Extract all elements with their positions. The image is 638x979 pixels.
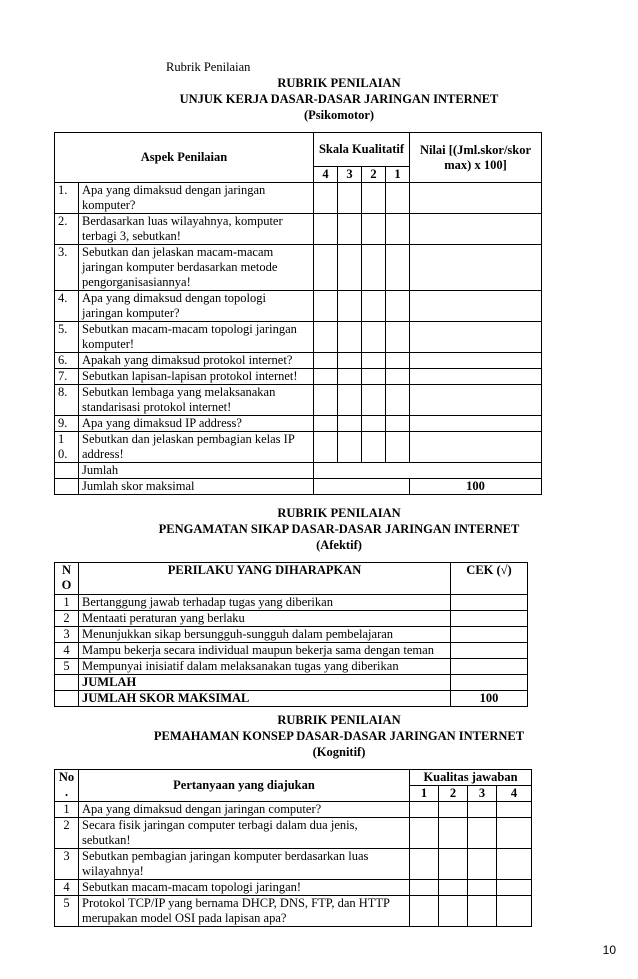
row-question: Sebutkan macam-macam topologi jaringan! [79,880,410,896]
table-row [55,818,532,849]
score-cell [338,214,362,245]
nilai-cell [410,385,542,416]
row-number: 5 [55,659,79,675]
table-row [55,802,532,818]
score-cell [338,183,362,214]
row-number: 8. [55,385,79,416]
score-cell [386,183,410,214]
scale-1: 1 [386,167,410,183]
nilai-cell [410,291,542,322]
afektif-title-line2: PENGAMATAN SIKAP DASAR-DASAR JARINGAN INTERNET [158,522,520,536]
row-number: 2. [55,214,79,245]
scale-2: 2 [362,167,386,183]
score-cell [439,896,468,927]
row-number: 3 [55,627,79,643]
score-cell [468,818,497,849]
table-row [55,896,532,927]
row-number: 5. [55,322,79,353]
score-cell [314,369,338,385]
score-cell [386,432,410,463]
nilai-cell [410,183,542,214]
table-row [55,322,542,353]
cek-cell [451,611,528,627]
scale-1: 1 [410,786,439,802]
kognitif-table [54,769,532,927]
afektif-title-line1: RUBRIK PENILAIAN [277,506,401,520]
row-number: 3. [55,245,79,291]
row-behavior: Menunjukkan sikap bersungguh-sungguh dalam pembelajaran [79,627,451,643]
score-cell [338,385,362,416]
kognitif-title-line3: (Kognitif) [312,745,366,759]
psikomotor-title [0,75,638,123]
no-header: No . [55,770,79,802]
row-number: 2 [55,611,79,627]
score-cell [314,385,338,416]
score-cell [314,432,338,463]
row-question: Apakah yang dimaksud protokol internet? [79,353,314,369]
score-cell [410,849,439,880]
empty-cell [55,479,79,495]
row-behavior: Bertanggung jawab terhadap tugas yang diberikan [79,595,451,611]
row-question: Sebutkan lembaga yang melaksanakan standarisasi protokol internet! [79,385,314,416]
score-cell [314,245,338,291]
score-cell [410,802,439,818]
score-cell [362,183,386,214]
score-cell [314,322,338,353]
score-cell [338,416,362,432]
score-cell [386,369,410,385]
score-cell [468,880,497,896]
table-row [55,849,532,880]
score-cell [362,245,386,291]
aspek-header: Aspek Penilaian [55,133,314,183]
kognitif-title-line2: PEMAHAMAN KONSEP DASAR-DASAR JARINGAN INTERNET [153,729,525,743]
table-row [55,611,528,627]
score-cell [439,880,468,896]
score-cell [497,818,532,849]
nilai-cell [410,214,542,245]
table-row [55,369,542,385]
nilai-cell [410,245,542,291]
score-cell [386,416,410,432]
scale-4: 4 [314,167,338,183]
kognitif-title-line1: RUBRIK PENILAIAN [277,713,401,727]
score-cell [468,802,497,818]
jumlah-max-value: 100 [410,479,542,495]
score-cell [410,818,439,849]
score-cell [386,214,410,245]
row-question: Sebutkan macam-macam topologi jaringan komputer! [79,322,314,353]
row-number: 7. [55,369,79,385]
cek-cell [451,595,528,611]
psikomotor-title-line2: UNJUK KERJA DASAR-DASAR JARINGAN INTERNET [179,92,499,106]
score-cell [338,432,362,463]
table-row [55,432,542,463]
row-question: Apa yang dimaksud dengan jaringan computer? [79,802,410,818]
afektif-table [54,562,528,707]
score-cell [338,353,362,369]
score-cell [314,183,338,214]
row-question: Protokol TCP/IP yang bernama DHCP, DNS, FTP, dan HTTP merupakan model OSI pada lapisan apa? [79,896,410,927]
cek-cell [451,643,528,659]
no-header: N O [55,563,79,595]
table-row [55,643,528,659]
nilai-cell [410,369,542,385]
row-number: 4 [55,880,79,896]
row-number: 5 [55,896,79,927]
score-cell [439,849,468,880]
kognitif-title [0,712,638,760]
score-cell [386,353,410,369]
psikomotor-title-line1: RUBRIK PENILAIAN [277,76,401,90]
score-cell [439,818,468,849]
afektif-title [0,505,638,553]
nilai-cell [410,432,542,463]
score-cell [362,385,386,416]
score-cell [410,880,439,896]
nilai-cell [410,416,542,432]
score-cell [468,896,497,927]
jumlah-max-value: 100 [451,691,528,707]
row-behavior: Mempunyai inisiatif dalam melaksanakan tugas yang diberikan [79,659,451,675]
row-question: Apa yang dimaksud dengan jaringan komputer? [79,183,314,214]
score-cell [362,322,386,353]
score-cell [362,432,386,463]
cek-cell [451,659,528,675]
score-cell [386,291,410,322]
table-row [55,245,542,291]
row-number: 1 [55,802,79,818]
score-cell [338,322,362,353]
score-cell [314,291,338,322]
scale-4: 4 [497,786,532,802]
row-question: Berdasarkan luas wilayahnya, komputer terbagi 3, sebutkan! [79,214,314,245]
pertanyaan-header: Pertanyaan yang diajukan [79,770,410,802]
empty-cell [314,479,410,495]
row-number: 9. [55,416,79,432]
row-number: 2 [55,818,79,849]
scale-2: 2 [439,786,468,802]
score-cell [497,802,532,818]
empty-cell [55,691,79,707]
scale-3: 3 [468,786,497,802]
score-cell [497,849,532,880]
table-row [55,353,542,369]
afektif-title-line3: (Afektif) [316,538,362,552]
score-cell [497,880,532,896]
score-cell [362,353,386,369]
table-row [55,385,542,416]
skala-header: Skala Kualitatif [314,133,410,167]
jumlah-label: JUMLAH [79,675,451,691]
score-cell [338,245,362,291]
perilaku-header: PERILAKU YANG DIHARAPKAN [79,563,451,595]
kualitas-header: Kualitas jawaban [410,770,532,786]
nilai-cell [410,322,542,353]
row-question: Apa yang dimaksud dengan topologi jaringan komputer? [79,291,314,322]
row-question: Apa yang dimaksud IP address? [79,416,314,432]
row-question: Secara fisik jaringan computer terbagi dalam dua jenis, sebutkan! [79,818,410,849]
table-row [55,627,528,643]
nilai-header: Nilai [(Jml.skor/skor max) x 100] [410,133,542,183]
score-cell [338,369,362,385]
score-cell [362,214,386,245]
score-cell [314,353,338,369]
page-number: 10 [602,943,616,957]
score-cell [338,291,362,322]
cek-header: CEK (√) [451,563,528,595]
table-row [55,291,542,322]
row-number: 4. [55,291,79,322]
jumlah-value [451,675,528,691]
jumlah-max-label: Jumlah skor maksimal [79,479,314,495]
row-number: 1. [55,183,79,214]
empty-cell [55,675,79,691]
row-behavior: Mampu bekerja secara individual maupun bekerja sama dengan teman [79,643,451,659]
nilai-cell [410,353,542,369]
table-row [55,416,542,432]
row-question: Sebutkan pembagian jaringan komputer berdasarkan luas wilayahnya! [79,849,410,880]
jumlah-max-label: JUMLAH SKOR MAKSIMAL [79,691,451,707]
score-cell [314,214,338,245]
score-cell [410,896,439,927]
jumlah-value [314,463,542,479]
score-cell [439,802,468,818]
row-question: Sebutkan dan jelaskan macam-macam jaringan komputer berdasarkan metode pengorganisasiannya! [79,245,314,291]
table-row [55,880,532,896]
scale-3: 3 [338,167,362,183]
row-number: 1 [55,595,79,611]
score-cell [497,896,532,927]
table-row [55,183,542,214]
empty-cell [55,463,79,479]
row-number: 4 [55,643,79,659]
row-number: 1 0. [55,432,79,463]
score-cell [386,385,410,416]
score-cell [362,369,386,385]
score-cell [386,322,410,353]
psikomotor-table [54,132,542,495]
score-cell [468,849,497,880]
table-row [55,659,528,675]
score-cell [362,416,386,432]
row-question: Sebutkan lapisan-lapisan protokol internet! [79,369,314,385]
row-question: Sebutkan dan jelaskan pembagian kelas IP address! [79,432,314,463]
row-number: 6. [55,353,79,369]
intro-label: Rubrik Penilaian [166,60,251,74]
score-cell [386,245,410,291]
score-cell [362,291,386,322]
row-behavior: Mentaati peraturan yang berlaku [79,611,451,627]
table-row [55,214,542,245]
table-row [55,595,528,611]
score-cell [314,416,338,432]
row-number: 3 [55,849,79,880]
jumlah-label: Jumlah [79,463,314,479]
cek-cell [451,627,528,643]
psikomotor-title-line3: (Psikomotor) [303,108,375,122]
